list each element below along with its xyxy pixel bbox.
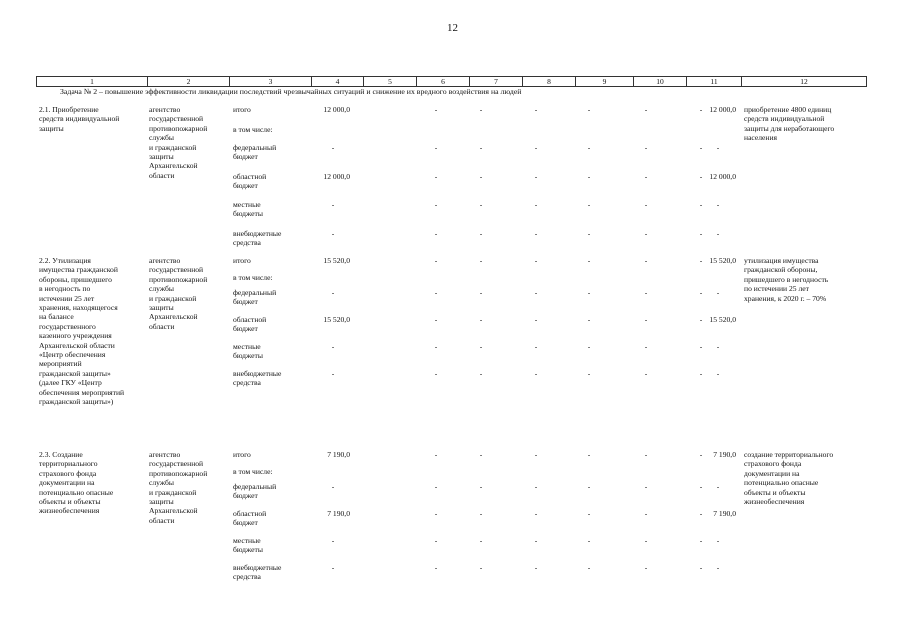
funding-source-line: бюджет [233,297,258,307]
funding-source [233,172,305,191]
expected-result-line: страхового фонда [744,459,802,469]
dash-cell: - [434,200,438,209]
col-header: 6 [417,77,470,87]
funding-source-line: в том числе: [233,273,273,282]
funding-source-line: в том числе: [233,467,273,476]
measure-title-line: истечении 25 лет [39,293,95,303]
dash-cell: - [534,450,538,459]
dash-cell: - [434,450,438,459]
dash-col4: - [331,482,335,491]
dash-col11: - [716,229,720,238]
dash-cell: - [479,256,483,265]
measure-title-line: территориального [39,459,98,469]
dash-cell: - [644,509,648,518]
dash-col4: - [331,229,335,238]
measure-title-line: «Центр обеспечения [39,350,106,360]
funding-source-line: местные [233,200,261,209]
measure-title-line: казенного учреждения [39,331,112,341]
measure-title-line: обороны, пришедшего [39,274,112,284]
dash-cell: - [479,482,483,491]
dash-cell: - [534,563,538,572]
dash-col4: - [331,536,335,545]
expected-result-line: документации на [744,468,800,478]
expected-result-line: населения [744,133,778,143]
expected-result-line: хранения, к 2020 г. – 70% [744,293,827,303]
dash-cell: - [644,342,648,351]
amount-col4: 15 520,0 [323,256,350,265]
funding-source [233,200,305,219]
dash-cell: - [699,288,703,297]
funding-source-line: федеральный [233,288,277,297]
funding-source-line: итого [233,105,251,114]
funding-source-line: средства [233,378,261,388]
funding-source [233,315,305,334]
measure-title-line: обеспечения мероприятий [39,387,125,397]
dash-cell: - [644,200,648,209]
funding-source [233,125,305,134]
funding-source [233,563,305,582]
dash-cell: - [587,369,591,378]
measure-title-line: жизнеобеспечения [39,506,100,516]
dash-cell: - [479,288,483,297]
dash-cell: - [587,200,591,209]
executor-line: службы [149,478,174,488]
measure-title-line: гражданской защиты» [39,368,111,378]
executor [149,105,229,180]
executor-line: службы [149,133,174,143]
dash-cell: - [644,315,648,324]
dash-cell: - [479,563,483,572]
dash-cell: - [587,172,591,181]
dash-cell: - [479,143,483,152]
executor [149,256,229,331]
expected-result-line: объекты и объекты [744,487,806,497]
funding-source-line: бюджеты [233,545,263,555]
dash-cell: - [479,105,483,114]
executor-line: государственной [149,459,204,469]
dash-cell: - [587,105,591,114]
dash-cell: - [699,256,703,265]
executor-line: и гражданской [149,142,197,152]
measure-title-line: в негодность по [39,284,91,294]
expected-result [744,450,866,506]
amount-col4: 7 190,0 [327,450,350,459]
dash-cell: - [644,563,648,572]
dash-cell: - [699,482,703,491]
dash-cell: - [534,509,538,518]
dash-cell: - [587,563,591,572]
col-header: 2 [148,77,230,87]
col-header: 12 [742,77,867,87]
funding-source-line: федеральный [233,482,277,491]
measure-title-line: Архангельской области [39,340,115,350]
measure-title-line: объекты и объекты [39,497,101,507]
measure-title-line: документации на [39,478,95,488]
funding-source-line: внебюджетные [233,563,282,572]
dash-cell: - [587,143,591,152]
amount-col11: 12 000,0 [709,172,736,181]
dash-cell: - [479,200,483,209]
dash-cell: - [699,172,703,181]
dash-cell: - [644,482,648,491]
dash-cell: - [434,563,438,572]
dash-cell: - [534,342,538,351]
dash-col11: - [716,536,720,545]
amount-col11: 7 190,0 [713,450,736,459]
executor-line: защиты [149,303,174,313]
dash-col4: - [331,288,335,297]
dash-col4: - [331,369,335,378]
executor-line: службы [149,284,174,294]
dash-col11: - [716,143,720,152]
funding-source [233,256,305,265]
executor-line: Архангельской [149,312,198,322]
dash-cell: - [534,288,538,297]
dash-cell: - [534,315,538,324]
measure-title-line: мероприятий [39,359,82,369]
dash-cell: - [534,256,538,265]
expected-result-line: создание территориального [744,450,834,459]
dash-cell: - [434,143,438,152]
funding-source-line: бюджет [233,181,258,191]
col-header: 4 [312,77,364,87]
dash-cell: - [534,369,538,378]
amount-col11: 7 190,0 [713,509,736,518]
page-number: 12 [447,22,458,34]
funding-source [233,229,305,248]
funding-source [233,143,305,162]
funding-source-line: бюджеты [233,351,263,361]
expected-result-line: приобретение 4800 единиц [744,105,832,114]
dash-cell: - [434,256,438,265]
dash-cell: - [434,482,438,491]
dash-col11: - [716,482,720,491]
expected-result-line: потенциально опасные [744,478,819,488]
funding-source [233,273,305,282]
expected-result-line: жизнеобеспечения [744,497,805,507]
dash-cell: - [587,315,591,324]
executor [149,450,229,525]
dash-cell: - [479,450,483,459]
dash-cell: - [699,563,703,572]
amount-col4: 7 190,0 [327,509,350,518]
dash-cell: - [434,369,438,378]
dash-cell: - [644,450,648,459]
dash-cell: - [434,172,438,181]
dash-cell: - [534,482,538,491]
funding-source-line: бюджет [233,152,258,162]
dash-col11: - [716,200,720,209]
expected-result-line: защиты для неработающего [744,123,835,133]
dash-cell: - [479,172,483,181]
executor-line: государственной [149,265,204,275]
funding-source-line: внебюджетные [233,229,282,238]
dash-cell: - [534,105,538,114]
funding-source [233,467,305,476]
dash-cell: - [587,482,591,491]
executor-line: государственной [149,114,204,124]
dash-cell: - [699,315,703,324]
dash-cell: - [699,105,703,114]
dash-cell: - [434,342,438,351]
funding-source [233,450,305,459]
dash-col4: - [331,563,335,572]
dash-cell: - [644,172,648,181]
expected-result-line: средств индивидуальной [744,114,825,124]
measure-title [39,105,151,133]
funding-source-line: средства [233,238,261,248]
dash-cell: - [479,369,483,378]
dash-cell: - [699,509,703,518]
dash-cell: - [534,536,538,545]
dash-cell: - [479,315,483,324]
measure-title-line: хранения, находящегося [39,303,118,313]
measure-title-line: потенциально опасные [39,487,114,497]
funding-source-line: внебюджетные [233,369,282,378]
funding-source-line: федеральный [233,143,277,152]
dash-cell: - [644,536,648,545]
dash-cell: - [534,172,538,181]
funding-source-line: в том числе: [233,125,273,134]
col-header: 10 [634,77,687,87]
dash-cell: - [699,342,703,351]
col-header: 8 [523,77,576,87]
task-title: Задача № 2 – повышение эффективности ликвидации последствий чрезвычайных ситуаций и снижение их вредного воздействия на людей [60,87,522,96]
funding-source [233,369,305,388]
dash-cell: - [699,229,703,238]
dash-cell: - [699,450,703,459]
executor-line: агентство [149,256,181,265]
funding-source-line: бюджет [233,491,258,501]
dash-cell: - [699,369,703,378]
dash-cell: - [587,509,591,518]
executor-line: противопожарной [149,274,208,284]
dash-col4: - [331,143,335,152]
measure-title-line: страхового фонда [39,468,97,478]
measure-title-line: (далее ГКУ «Центр [39,378,102,388]
funding-source-line: итого [233,256,251,265]
funding-source-line: итого [233,450,251,459]
dash-cell: - [434,288,438,297]
expected-result [744,256,866,303]
dash-cell: - [699,536,703,545]
measure-title-line: защиты [39,123,64,133]
executor-line: Архангельской [149,161,198,171]
dash-cell: - [534,200,538,209]
dash-cell: - [587,288,591,297]
amount-col4: 15 520,0 [323,315,350,324]
dash-cell: - [644,369,648,378]
dash-cell: - [587,450,591,459]
funding-source [233,105,305,114]
dash-cell: - [434,536,438,545]
column-number-header [36,76,867,87]
amount-col4: 12 000,0 [323,172,350,181]
expected-result-line: гражданской обороны, [744,265,818,275]
dash-cell: - [644,229,648,238]
measure-title-line: на балансе [39,312,74,322]
dash-cell: - [479,229,483,238]
funding-source-line: бюджет [233,518,258,528]
dash-cell: - [434,315,438,324]
dash-cell: - [434,229,438,238]
amount-col11: 15 520,0 [709,256,736,265]
funding-source-line: бюджеты [233,209,263,219]
funding-source-line: бюджет [233,324,258,334]
dash-col11: - [716,288,720,297]
dash-cell: - [644,256,648,265]
amount-col4: 12 000,0 [323,105,350,114]
executor-line: Архангельской [149,506,198,516]
dash-col4: - [331,342,335,351]
dash-cell: - [434,105,438,114]
funding-source [233,536,305,555]
dash-cell: - [534,229,538,238]
measure-title-line: средств индивидуальной [39,114,120,124]
dash-col11: - [716,563,720,572]
dash-cell: - [479,509,483,518]
executor-line: противопожарной [149,468,208,478]
executor-line: области [149,170,175,180]
dash-col11: - [716,369,720,378]
measure-title-line: гражданской защиты») [39,397,114,407]
amount-col11: 15 520,0 [709,315,736,324]
col-header: 5 [364,77,417,87]
funding-source-line: средства [233,572,261,582]
measure-title [39,256,151,407]
measure-title-line: имущества гражданской [39,265,118,275]
executor-line: агентство [149,105,181,114]
expected-result [744,105,866,143]
executor-line: защиты [149,152,174,162]
col-header: 9 [576,77,634,87]
col-header: 11 [687,77,742,87]
measure-title-line: 2.1. Приобретение [39,105,99,114]
executor-line: и гражданской [149,487,197,497]
funding-source-line: областной [233,172,267,181]
dash-cell: - [699,143,703,152]
funding-source-line: областной [233,315,267,324]
col-header: 1 [37,77,148,87]
measure-title-line: государственного [39,321,96,331]
funding-source-line: местные [233,536,261,545]
measure-title [39,450,151,516]
funding-source-line: местные [233,342,261,351]
dash-cell: - [587,229,591,238]
amount-col11: 12 000,0 [709,105,736,114]
dash-cell: - [644,105,648,114]
dash-cell: - [587,256,591,265]
dash-cell: - [644,143,648,152]
col-header: 3 [230,77,312,87]
dash-cell: - [644,288,648,297]
dash-col11: - [716,342,720,351]
funding-source [233,509,305,528]
measure-title-line: 2.2. Утилизация [39,256,91,265]
dash-cell: - [587,342,591,351]
dash-col4: - [331,200,335,209]
dash-cell: - [699,200,703,209]
executor-line: и гражданской [149,293,197,303]
dash-cell: - [479,342,483,351]
executor-line: области [149,515,175,525]
dash-cell: - [534,143,538,152]
funding-source [233,288,305,307]
funding-source-line: областной [233,509,267,518]
expected-result-line: пришедшего в негодность [744,274,829,284]
funding-source [233,482,305,501]
measure-title-line: 2.3. Создание [39,450,83,459]
executor-line: области [149,321,175,331]
dash-cell: - [434,509,438,518]
dash-cell: - [587,536,591,545]
executor-line: защиты [149,497,174,507]
funding-source [233,342,305,361]
col-header: 7 [470,77,523,87]
executor-line: агентство [149,450,181,459]
expected-result-line: утилизация имущества [744,256,819,265]
executor-line: противопожарной [149,123,208,133]
expected-result-line: по истечении 25 лет [744,284,809,294]
dash-cell: - [479,536,483,545]
